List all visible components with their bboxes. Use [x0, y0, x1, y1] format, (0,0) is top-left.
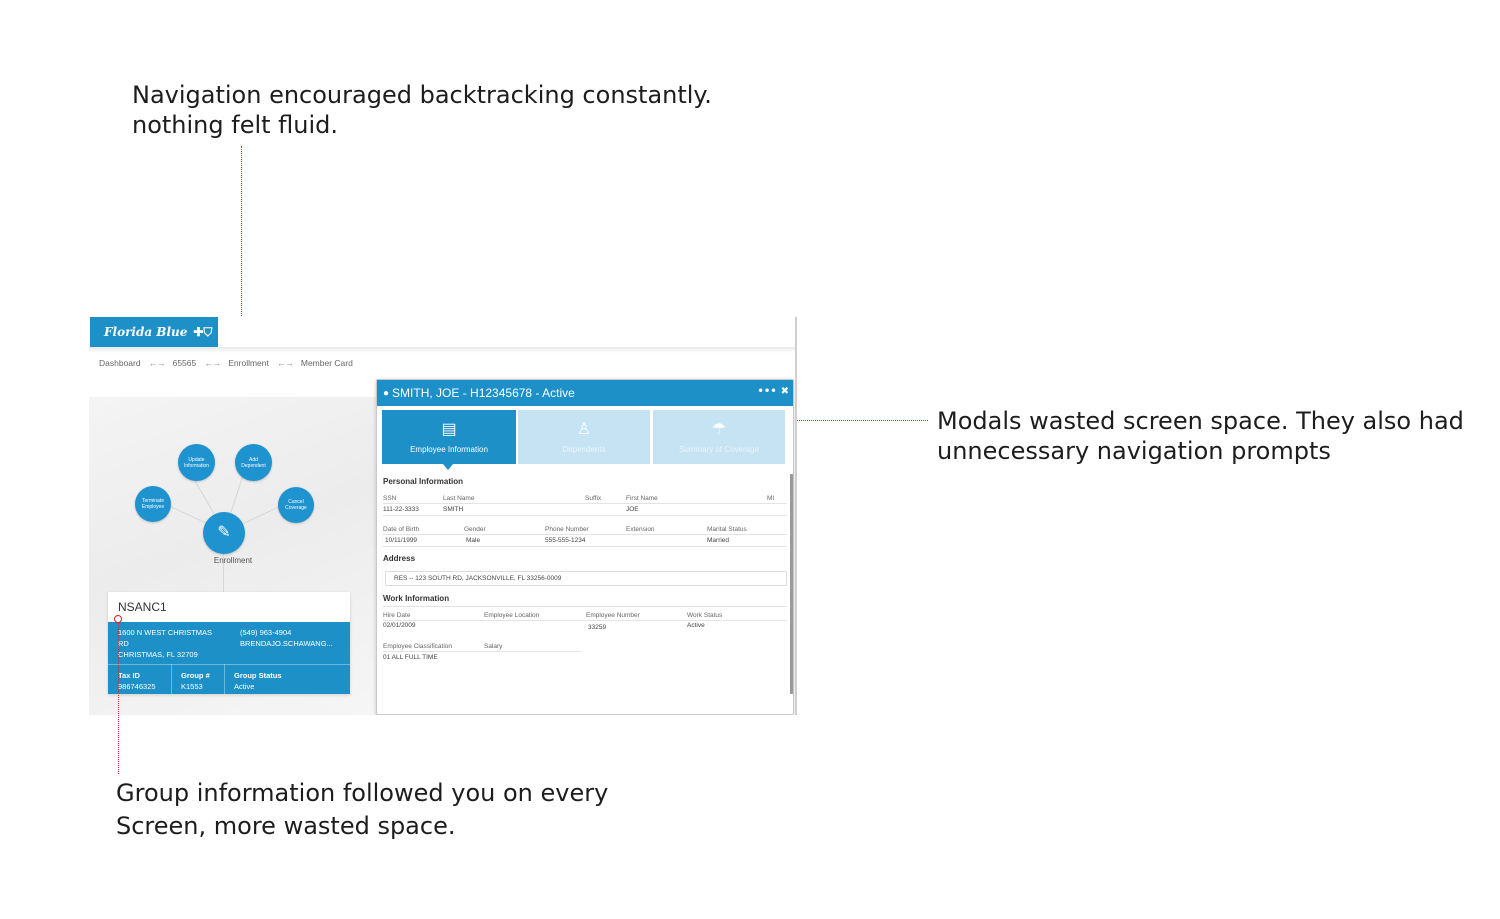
update-information-button[interactable] [178, 444, 215, 481]
group-contact [240, 627, 333, 649]
employee-location-label: Employee Location [484, 612, 540, 619]
employee-number-value[interactable]: 33259 [588, 624, 607, 631]
terminate-label-1: Terminate [142, 498, 164, 504]
last-name-label: Last Name [443, 495, 475, 502]
personal-information-heading: Personal Information [383, 477, 464, 486]
divider [224, 664, 225, 694]
terminate-label-2: Employee [141, 504, 165, 510]
group-details [108, 622, 350, 694]
marital-status-label: Marital Status [707, 526, 747, 533]
terminate-employee-button[interactable] [135, 486, 171, 522]
first-name-value[interactable]: JOE [626, 506, 639, 513]
address-line-2: RD [118, 639, 129, 648]
tab-label: Summary of Coverage [678, 445, 760, 454]
employee-classification-label: Employee Classification [383, 643, 453, 650]
employee-number-label: Employee Number [586, 612, 640, 619]
mi-label: MI [767, 495, 775, 502]
employee-modal [376, 379, 794, 715]
hire-date-value[interactable]: 02/01/2009 [383, 622, 416, 629]
header-band [89, 347, 795, 353]
umbrella-icon: ☂ [711, 421, 727, 438]
tax-id-value: 986746325 [118, 682, 156, 691]
group-email: BRENDAJO.SCHAWANG... [240, 639, 333, 648]
close-icon[interactable]: ✖ [780, 386, 789, 397]
more-options-icon[interactable]: ••• [757, 386, 777, 397]
annotation-right-line-1: Modals wasted screen space. They also had [937, 407, 1464, 435]
annotation-right [937, 406, 1464, 466]
enrollment-hub-button[interactable] [203, 512, 245, 554]
tab-label: Dependents [562, 445, 606, 454]
address-field[interactable]: RES -- 123 SOUTH RD, JACKSONVILLE, FL 33256-0009 [385, 571, 787, 586]
ssn-label: SSN [383, 495, 397, 502]
group-status [234, 670, 282, 692]
cancel-label-2: Coverage [285, 505, 307, 511]
annotation-bottom [116, 777, 608, 843]
divider [171, 664, 172, 694]
gender-label: Gender [464, 526, 486, 533]
ssn-value[interactable]: 111-22-3333 [383, 506, 419, 513]
dob-label: Date of Birth [383, 526, 420, 533]
employee-classification-value[interactable]: 01 ALL FULL TIME [383, 654, 438, 661]
breadcrumb-group[interactable]: 65565 [172, 358, 197, 368]
group-info-card [108, 592, 350, 694]
person-icon: ♙ [576, 421, 592, 438]
group-number [181, 670, 210, 692]
modal-controls [757, 386, 789, 397]
annotation-bottom-line-1: Group information followed you on every [116, 779, 609, 807]
modal-scrollbar[interactable] [790, 474, 793, 694]
annotation-bottom-dot [114, 615, 122, 623]
work-status-label: Work Status [687, 612, 723, 619]
tab-dependents[interactable] [518, 410, 650, 464]
field-underline [383, 503, 787, 504]
app-screenshot [89, 317, 797, 715]
hire-date-label: Hire Date [383, 612, 411, 619]
annotation-top-line-1: Navigation encouraged backtracking constantly. [132, 81, 712, 109]
field-underline [383, 546, 787, 547]
phone-label: Phone Number [545, 526, 589, 533]
field-underline [383, 515, 787, 516]
tab-summary-of-coverage[interactable] [653, 410, 785, 464]
group-number-value: K1553 [181, 682, 203, 691]
annotation-top-line-2: nothing felt fluid. [132, 111, 339, 139]
annotation-bottom-line-2: Screen, more wasted space. [116, 812, 456, 840]
cancel-coverage-button[interactable] [278, 487, 314, 523]
work-status-value[interactable]: Active [687, 622, 705, 629]
salary-label: Salary [484, 643, 503, 650]
address-line-1: 1600 N WEST CHRISTMAS [118, 628, 213, 637]
user-icon: ● [383, 387, 390, 399]
double-arrow-icon: ←→ [204, 358, 221, 368]
field-underline [383, 651, 581, 652]
add-label-1: Add [249, 456, 258, 463]
breadcrumb-member-card[interactable]: Member Card [300, 358, 353, 368]
double-arrow-icon: ←→ [148, 358, 165, 368]
breadcrumb-enrollment[interactable]: Enrollment [228, 358, 269, 368]
enrollment-label: Enrollment [213, 556, 253, 565]
update-label-2: Information [183, 462, 209, 469]
id-card-icon: ▤ [441, 421, 457, 438]
extension-label: Extension [626, 526, 655, 533]
active-tab-caret [443, 464, 453, 470]
suffix-label: Suffix [585, 495, 602, 502]
gender-value[interactable]: Male [466, 537, 481, 544]
group-number-label: Group # [181, 671, 210, 680]
breadcrumb-dashboard[interactable]: Dashboard [99, 358, 141, 368]
last-name-value[interactable]: SMITH [443, 506, 464, 513]
tax-id-label: Tax ID [118, 671, 140, 680]
add-dependent-button[interactable] [235, 444, 272, 481]
address-heading: Address [383, 554, 416, 563]
annotation-top [132, 80, 712, 140]
add-label-2: Dependent [241, 462, 266, 469]
section-divider [383, 606, 787, 607]
field-underline [383, 534, 787, 535]
dob-value[interactable]: 10/11/1999 [385, 537, 418, 544]
work-information-heading: Work Information [383, 594, 450, 603]
group-name: NSANC1 [118, 600, 167, 614]
tab-label: Employee Information [410, 445, 488, 454]
tab-employee-information[interactable] [382, 410, 516, 464]
group-status-value: Active [234, 682, 255, 691]
annotation-right-line-2: unnecessary navigation prompts [937, 437, 1331, 465]
divider [108, 664, 350, 665]
breadcrumb [99, 358, 353, 368]
annotation-bottom-connector [118, 622, 119, 774]
annotation-right-connector [778, 420, 928, 421]
cancel-label-1: Cancel [288, 499, 304, 505]
double-arrow-icon: ←→ [276, 358, 293, 368]
first-name-label: First Name [626, 495, 658, 502]
florida-blue-logo[interactable] [90, 317, 218, 347]
marital-status-value[interactable]: Married [707, 537, 730, 544]
group-address [118, 627, 212, 660]
phone-value[interactable]: 555-555-1234 [545, 537, 586, 544]
modal-title: SMITH, JOE - H12345678 - Active [392, 386, 575, 400]
group-phone: (549) 963-4904 [240, 628, 292, 637]
logo-text: Florida Blue [104, 325, 188, 339]
modal-header [377, 380, 793, 406]
update-label-1: Update [188, 456, 205, 463]
field-underline [383, 620, 787, 621]
cross-shield-icon: ✚⛉ [193, 324, 213, 339]
address-line-3: CHRISTMAS, FL 32709 [118, 650, 198, 659]
edit-icon: ✎ [217, 524, 231, 541]
group-status-label: Group Status [234, 671, 282, 680]
tax-id [118, 670, 156, 692]
